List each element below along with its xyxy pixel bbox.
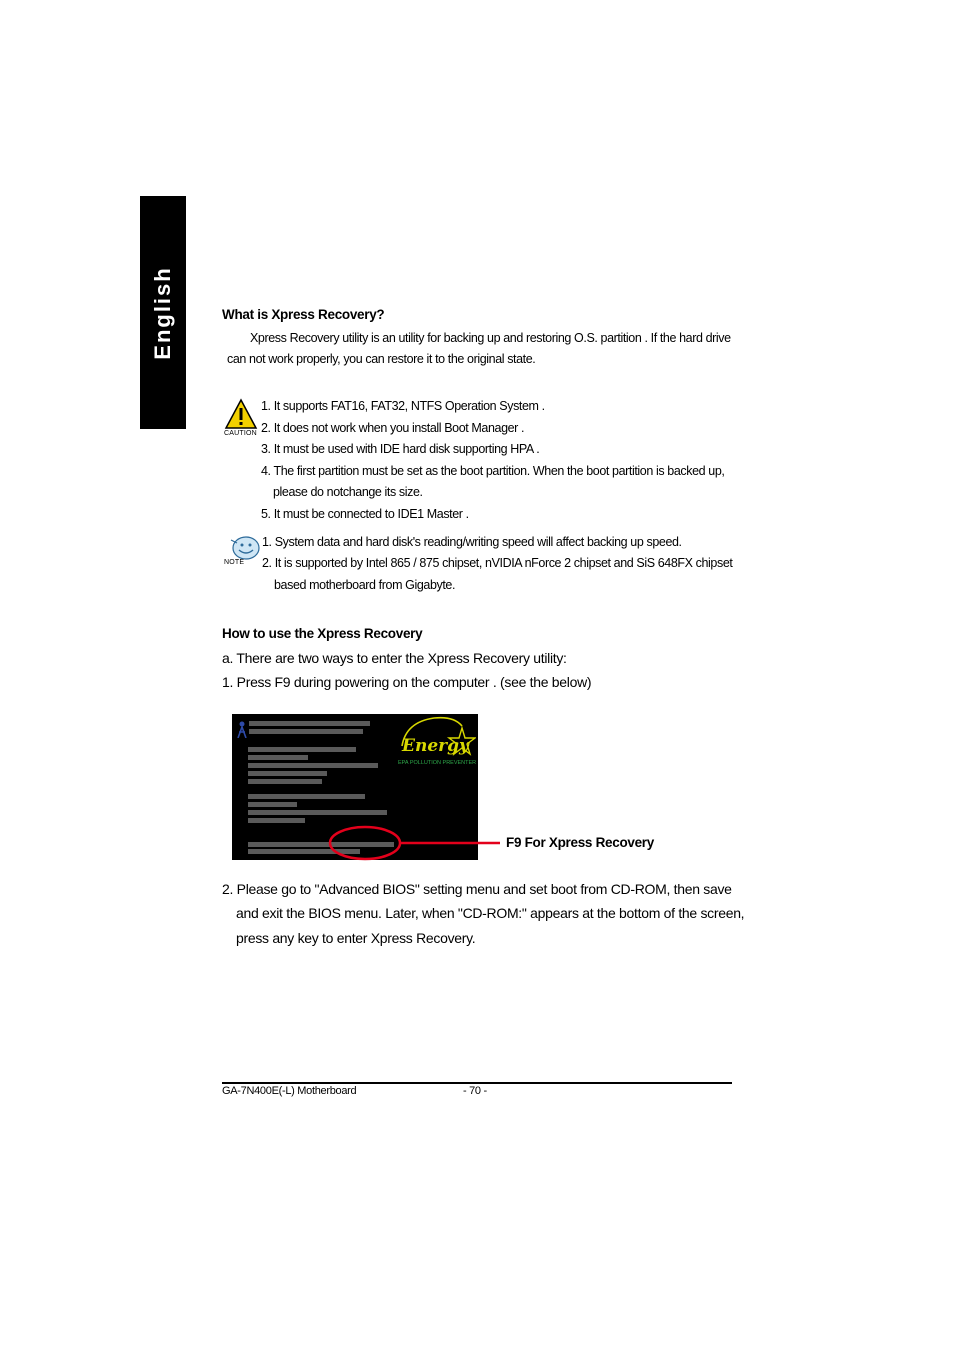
- footer-page-number: - 70 -: [463, 1085, 487, 1097]
- bios-text-line: [248, 818, 305, 823]
- caution-item-5: 5. It must be connected to IDE1 Master .: [261, 507, 469, 521]
- bios-text-line: [248, 794, 365, 799]
- bios-text-line: [249, 721, 370, 726]
- step-2-line-1: 2. Please go to "Advanced BIOS" setting menu and set boot from CD-ROM, then save: [222, 881, 732, 897]
- footer-rule: [222, 1082, 732, 1084]
- bios-text-line: [248, 802, 297, 807]
- language-label: English: [150, 265, 175, 360]
- bios-text-line: [248, 755, 308, 760]
- intro-line-2: can not work properly, you can restore it to the original state.: [227, 352, 536, 366]
- caution-item-1: 1. It supports FAT16, FAT32, NTFS Operation System .: [261, 399, 545, 413]
- note-icon-label: NOTE: [224, 559, 245, 566]
- step-2-line-3: press any key to enter Xpress Recovery.: [236, 930, 476, 946]
- section-heading-what-is: What is Xpress Recovery?: [222, 307, 385, 322]
- caution-item-3: 3. It must be used with IDE hard disk supporting HPA .: [261, 442, 540, 456]
- step-1-line: 1. Press F9 during powering on the computer . (see the below): [222, 674, 592, 690]
- bios-text-line: [248, 747, 356, 752]
- section-heading-how-to-use: How to use the Xpress Recovery: [222, 626, 423, 641]
- f9-callout-highlight: [325, 822, 505, 864]
- note-item-2-cont: based motherboard from Gigabyte.: [274, 578, 456, 592]
- bios-text-line: [248, 810, 387, 815]
- award-logo-icon: [236, 720, 248, 738]
- ways-intro-line: a. There are two ways to enter the Xpress Recovery utility:: [222, 650, 567, 666]
- epa-pollution-preventer-text: EPA POLLUTION PREVENTER: [398, 760, 477, 766]
- intro-line-1: Xpress Recovery utility is an utility for backing up and restoring O.S. partition . If the hard drive: [250, 331, 731, 345]
- bios-text-line: [248, 763, 378, 768]
- bios-text-line: [248, 779, 322, 784]
- note-item-2: 2. It is supported by Intel 865 / 875 chipset, nVIDIA nForce 2 chipset and SiS 648FX chipset: [262, 556, 733, 570]
- language-side-tab: [140, 196, 186, 429]
- energy-logo-text: Energy: [402, 736, 469, 756]
- step-2-line-2: and exit the BIOS menu. Later, when "CD-ROM:" appears at the bottom of the screen,: [236, 905, 745, 921]
- bios-text-line: [248, 771, 327, 776]
- caution-icon-label: CAUTION: [224, 430, 257, 437]
- note-item-1: 1. System data and hard disk's reading/writing speed will affect backing up speed.: [262, 535, 682, 549]
- caution-item-2: 2. It does not work when you install Boot Manager .: [261, 421, 525, 435]
- footer-model-name: GA-7N400E(-L) Motherboard: [222, 1085, 357, 1097]
- bios-text-line: [249, 729, 363, 734]
- f9-callout-label: F9 For Xpress Recovery: [506, 835, 654, 850]
- caution-item-4-cont: please do notchange its size.: [273, 485, 423, 499]
- caution-item-4: 4. The first partition must be set as the boot partition. When the boot partition is backed up,: [261, 464, 725, 478]
